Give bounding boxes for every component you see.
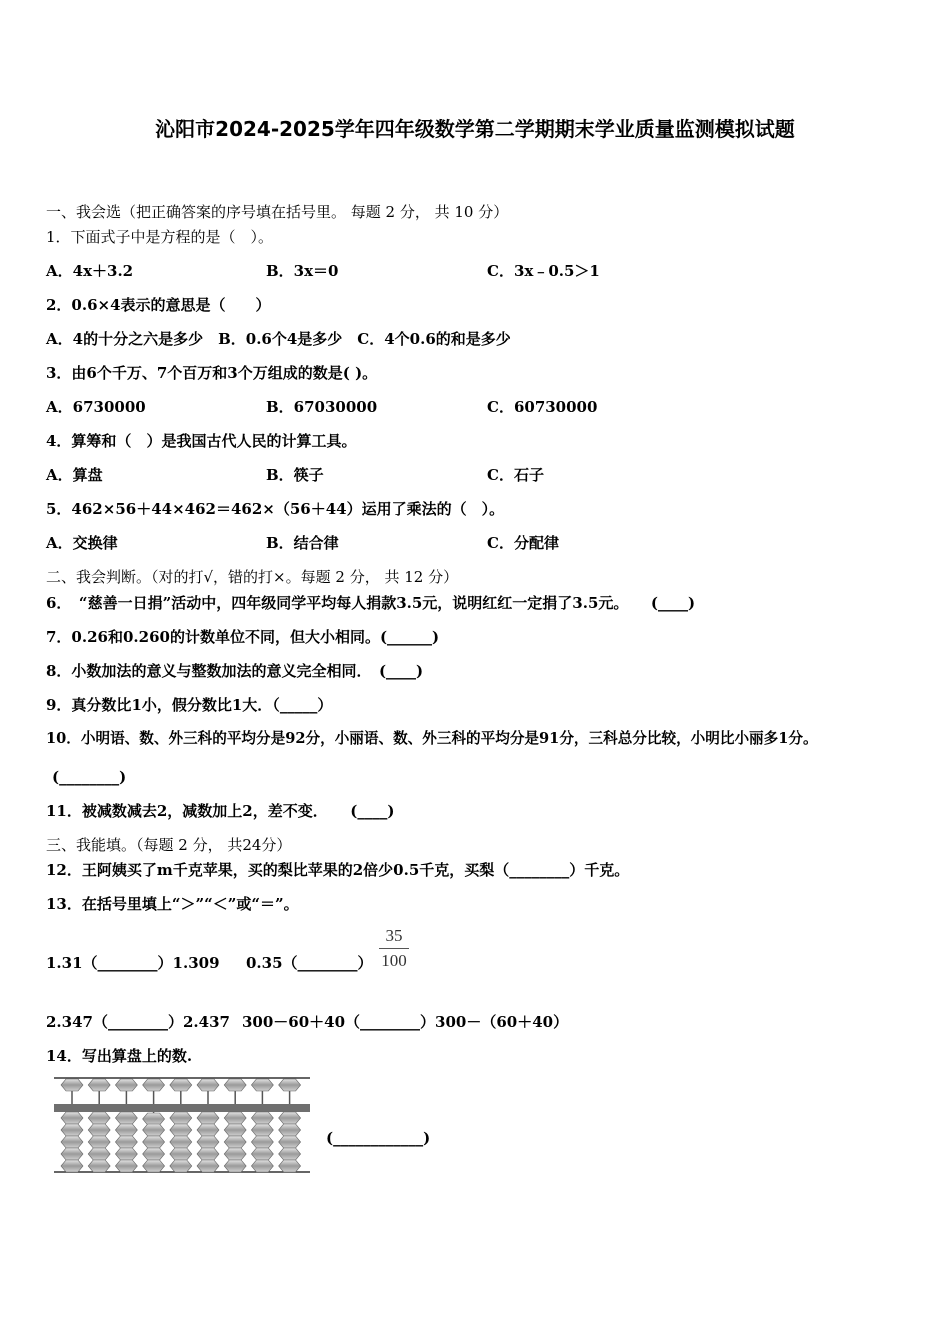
abacus-lower-bead <box>170 1148 192 1160</box>
section-2-heading: 二、我会判断。（对的打√，错的打×。每题 2 分， 共 12 分） <box>46 568 459 586</box>
abacus-lower-bead <box>197 1112 219 1124</box>
abacus-lower-bead <box>61 1136 83 1148</box>
q13-compare-2: 0.35（________） <box>246 954 373 972</box>
abacus-lower-bead <box>115 1136 137 1148</box>
q1-option-c: C．3x﹣0.5＞1 <box>487 262 600 280</box>
abacus-lower-bead <box>251 1112 273 1124</box>
abacus-lower-bead <box>88 1124 110 1136</box>
q3-option-b: B．67030000 <box>266 398 378 416</box>
question-3: 3．由6个千万、7个百万和3个万组成的数是( )。 <box>46 364 378 382</box>
abacus-lower-bead <box>197 1148 219 1160</box>
abacus-lower-bead <box>224 1148 246 1160</box>
abacus-lower-bead <box>224 1136 246 1148</box>
question-11: 11．被减数减去2，减数加上2，差不变． (____) <box>46 802 395 820</box>
question-9: 9．真分数比1小，假分数比1大．（_____） <box>46 696 333 714</box>
q13-compare-1: 1.31（________）1.309 <box>46 954 220 972</box>
question-5: 5．462×56＋44×462＝462×（56＋44）运用了乘法的（ ）。 <box>46 500 505 518</box>
page-title: 沁阳市2024-2025学年四年级数学第二学期期末学业质量监测模拟试题 <box>155 117 795 141</box>
question-8: 8．小数加法的意义与整数加法的意义完全相同． (____) <box>46 662 424 680</box>
abacus-lower-bead <box>143 1124 165 1136</box>
abacus-lower-bead <box>170 1136 192 1148</box>
q5-option-b: B．结合律 <box>266 534 339 552</box>
abacus-lower-bead <box>251 1136 273 1148</box>
abacus-lower-bead <box>143 1113 165 1125</box>
q1-option-a: A．4x＋3.2 <box>46 262 134 280</box>
abacus-lower-bead <box>88 1136 110 1148</box>
q4-option-a: A．算盘 <box>46 466 103 484</box>
abacus-upper-bead <box>224 1079 246 1091</box>
section-1-heading: 一、我会选（把正确答案的序号填在括号里。 每题 2 分， 共 10 分） <box>46 203 509 221</box>
q4-option-c: C．石子 <box>487 466 544 484</box>
abacus-lower-bead <box>170 1160 192 1172</box>
question-14-blank: (____________) <box>326 1129 431 1147</box>
question-10-blank: (________) <box>52 768 127 786</box>
abacus-beam <box>54 1104 310 1112</box>
abacus-lower-bead <box>115 1124 137 1136</box>
abacus-lower-bead <box>143 1136 165 1148</box>
abacus-lower-bead <box>61 1124 83 1136</box>
abacus-upper-bead <box>251 1079 273 1091</box>
question-13: 13．在括号里填上“＞”“＜”或“＝”。 <box>46 895 299 913</box>
abacus-lower-bead <box>279 1148 301 1160</box>
abacus-lower-bead <box>279 1112 301 1124</box>
abacus-lower-bead <box>251 1124 273 1136</box>
abacus-lower-bead <box>224 1124 246 1136</box>
question-10: 10．小明语、数、外三科的平均分是92分，小丽语、数、外三科的平均分是91分，三科总分比较，小明比小丽多1分。 <box>46 730 818 747</box>
abacus-upper-bead <box>61 1079 83 1091</box>
abacus-lower-bead <box>279 1160 301 1172</box>
question-6: 6． “慈善一日捐”活动中，四年级同学平均每人捐款3.5元，说明红红一定捐了3.5元。 (____) <box>46 594 696 612</box>
abacus-lower-bead <box>88 1112 110 1124</box>
q13-compare-3: 2.347（________）2.437 <box>46 1013 230 1031</box>
fraction-35-100 <box>379 925 409 972</box>
q2-options: A．4的十分之六是多少 B．0.6个4是多少 C．4个0.6的和是多少 <box>46 330 511 348</box>
abacus-lower-bead <box>88 1160 110 1172</box>
abacus-lower-bead <box>143 1148 165 1160</box>
q1-option-b: B．3x＝0 <box>266 262 339 280</box>
abacus-lower-bead <box>61 1148 83 1160</box>
abacus-lower-bead <box>251 1148 273 1160</box>
abacus-upper-bead <box>88 1079 110 1091</box>
abacus-upper-bead <box>115 1079 137 1091</box>
q4-option-b: B．筷子 <box>266 466 324 484</box>
abacus-lower-bead <box>170 1112 192 1124</box>
fraction-bar <box>379 948 409 949</box>
abacus-lower-bead <box>224 1112 246 1124</box>
q3-option-a: A．6730000 <box>46 398 146 416</box>
fraction-denominator: 100 <box>381 951 407 970</box>
abacus-lower-bead <box>115 1160 137 1172</box>
abacus-lower-bead <box>251 1160 273 1172</box>
fraction-numerator: 35 <box>385 926 403 945</box>
section-3-heading: 三、我能填。（每题 2 分， 共24分） <box>46 836 292 854</box>
abacus-lower-bead <box>143 1160 165 1172</box>
abacus-lower-bead <box>61 1112 83 1124</box>
q5-option-c: C．分配律 <box>487 534 559 552</box>
question-7: 7．0.26和0.260的计数单位不同，但大小相同。(______) <box>46 628 440 646</box>
abacus-lower-bead <box>197 1136 219 1148</box>
abacus-lower-bead <box>279 1124 301 1136</box>
abacus-lower-bead <box>61 1160 83 1172</box>
abacus-image <box>52 1073 312 1177</box>
q13-compare-4: 300－60＋40（________）300－（60＋40） <box>242 1013 569 1031</box>
question-14: 14．写出算盘上的数. <box>46 1047 193 1065</box>
abacus-upper-bead <box>197 1079 219 1091</box>
q5-option-a: A．交换律 <box>46 534 118 552</box>
abacus-upper-bead <box>143 1079 165 1091</box>
abacus-lower-bead <box>115 1148 137 1160</box>
abacus-lower-bead <box>224 1160 246 1172</box>
question-4: 4．算筹和（ ）是我国古代人民的计算工具。 <box>46 432 357 450</box>
abacus-lower-bead <box>88 1148 110 1160</box>
question-2: 2．0.6×4表示的意思是（ ） <box>46 296 271 314</box>
q3-option-c: C．60730000 <box>487 398 598 416</box>
question-1: 1．下面式子中是方程的是（ ）。 <box>46 228 274 246</box>
abacus-lower-bead <box>197 1124 219 1136</box>
abacus-lower-bead <box>197 1160 219 1172</box>
abacus-lower-bead <box>279 1136 301 1148</box>
abacus-lower-bead <box>115 1112 137 1124</box>
abacus-upper-bead <box>279 1079 301 1091</box>
question-12: 12．王阿姨买了m千克苹果，买的梨比苹果的2倍少0.5千克，买梨（________）千克。 <box>46 861 630 879</box>
abacus-upper-bead <box>170 1079 192 1091</box>
abacus-lower-bead <box>170 1124 192 1136</box>
